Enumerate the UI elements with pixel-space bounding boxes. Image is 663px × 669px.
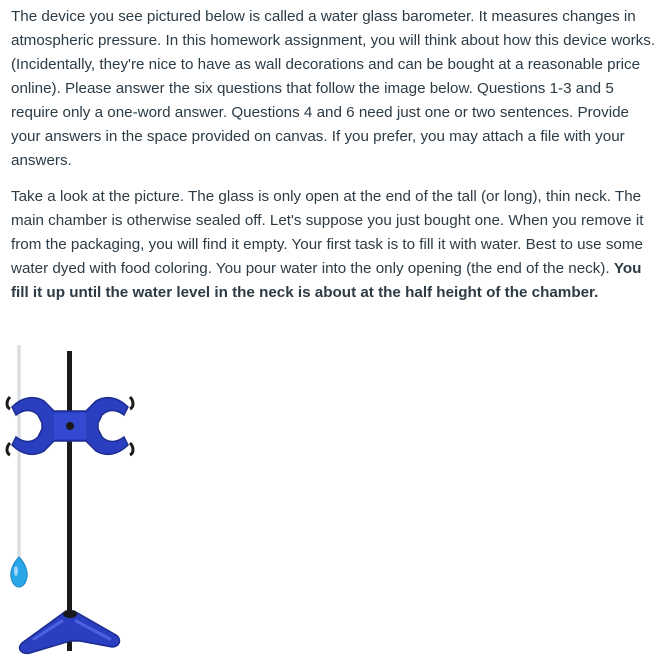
instructions-bold-text: You fill it up until the water level in the neck is about at the half height of the chamber. — [11, 260, 642, 301]
stand-rod — [67, 351, 72, 651]
intro-paragraph: The device you see pictured below is called a water glass barometer. It measures changes in atmospheric pressure. In this homework assignment, you will think about how this device works. (Incidentally, they're nice to have as wall decorations and can be bought at a reasonable price online). Please answer the six questions that follow the image below. Questions 1-3 and 5 require only a one-word answer. Questions 4 and 6 need just one or two sentences. Provide your answers in the space provided on canvas. If you prefer, you may attach a file with your answers. — [11, 8, 656, 169]
instructions-text: Take a look at the picture. The glass is only open at the end of the tall (or long), thin neck. The main chamber is otherwise sealed off. Let's suppose you just bought one. When you remove it from the packaging, you will find it empty. Your first task is to fill it with water. Best to use some water dyed with food coloring. You pour water into the only opening (the end of the neck). — [11, 188, 644, 277]
instructions-paragraph — [11, 185, 659, 305]
ring-stand-icon — [0, 335, 180, 669]
document-body — [11, 5, 659, 305]
barometer-figure — [0, 335, 180, 669]
water-glass-barometer-icon — [11, 345, 27, 587]
